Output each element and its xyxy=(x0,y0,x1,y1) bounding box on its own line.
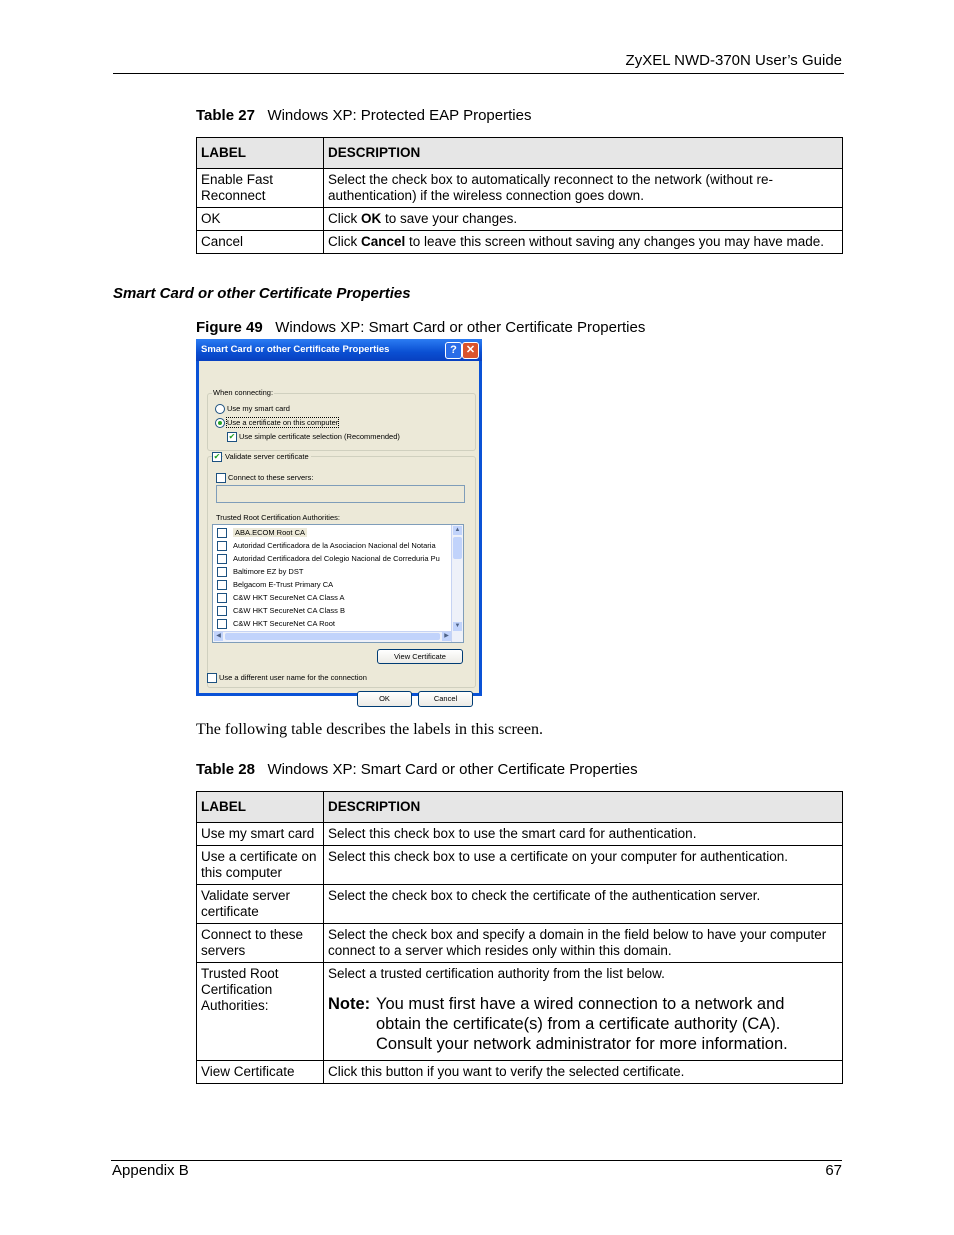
certificate-properties-dialog xyxy=(196,339,482,703)
different-user-label: Use a different user name for the connection xyxy=(219,673,367,682)
table28-row-desc: Select the check box to check the certificate of the authentication server. xyxy=(324,885,843,924)
validate-server-label: Validate server certificate xyxy=(225,452,309,461)
table-row xyxy=(197,208,843,231)
table28-row-desc: Click this button if you want to verify the selected certificate. xyxy=(324,1061,843,1084)
scroll-left-icon[interactable]: ◀ xyxy=(214,632,223,641)
use-certificate-label: Use a certificate on this computer xyxy=(227,418,339,427)
table28-row-desc: Select this check box to use a certificate on your computer for authentication. xyxy=(324,846,843,885)
cancel-button[interactable]: Cancel xyxy=(418,691,473,707)
table27-col-description: DESCRIPTION xyxy=(324,138,843,169)
trusted-root-list[interactable] xyxy=(212,524,464,643)
table27 xyxy=(196,137,843,254)
table28-row-label: Use my smart card xyxy=(197,823,324,846)
section-heading: Smart Card or other Certificate Properties xyxy=(113,285,411,302)
table28-row-label: View Certificate xyxy=(197,1061,324,1084)
figure49-caption-text: Windows XP: Smart Card or other Certificate Properties xyxy=(275,319,646,336)
trusted-root-desc: Select a trusted certification authority from the list below. xyxy=(328,966,665,981)
note-block xyxy=(328,994,838,1057)
table28-row-desc: Select this check box to use the smart card for authentication. xyxy=(324,823,843,846)
table28-row-label: Connect to these servers xyxy=(197,924,324,963)
header-rule xyxy=(113,73,844,74)
simple-selection-label: Use simple certificate selection (Recommended) xyxy=(239,432,400,441)
dialog-title: Smart Card or other Certificate Properties xyxy=(201,344,390,355)
table27-row-desc xyxy=(324,208,843,231)
close-button[interactable]: ✕ xyxy=(462,342,479,359)
running-header-title: ZyXEL NWD-370N User’s Guide xyxy=(625,52,842,69)
view-certificate-button[interactable]: View Certificate xyxy=(377,649,463,664)
ca-name: Autoridad Certificadora de la Asociacion Nacional del Notaria xyxy=(233,541,436,550)
ca-name: C&W HKT SecureNet CA Root xyxy=(233,619,335,628)
different-user-checkbox[interactable] xyxy=(207,673,217,683)
scroll-thumb[interactable] xyxy=(453,537,462,559)
table28-row-label: Validate server certificate xyxy=(197,885,324,924)
simple-selection-checkbox[interactable]: ✔ xyxy=(228,432,236,441)
ca-checkbox[interactable] xyxy=(217,593,227,603)
table27-caption xyxy=(196,107,531,124)
ok-button[interactable]: OK xyxy=(357,691,412,707)
ca-name: C&W HKT SecureNet CA Class B xyxy=(233,606,345,615)
table27-caption-text: Windows XP: Protected EAP Properties xyxy=(267,107,532,124)
table-row xyxy=(197,846,843,885)
validate-server-checkbox[interactable]: ✔ xyxy=(213,452,221,461)
ca-checkbox[interactable] xyxy=(217,619,227,629)
desc-bold: Cancel xyxy=(361,234,406,249)
table-row xyxy=(197,169,843,208)
ca-checkbox[interactable] xyxy=(217,567,227,577)
ca-checkbox[interactable] xyxy=(217,580,227,590)
table27-row-label: Cancel xyxy=(197,231,324,254)
table28-row-desc xyxy=(324,963,843,1061)
table27-row-label: OK xyxy=(197,208,324,231)
ca-name: Baltimore EZ by DST xyxy=(233,567,304,576)
connect-servers-label: Connect to these servers: xyxy=(228,473,314,482)
figure49-caption-number: Figure 49 xyxy=(196,319,263,336)
footer-section: Appendix B xyxy=(112,1162,189,1179)
table-row xyxy=(197,885,843,924)
ca-checkbox[interactable] xyxy=(217,528,227,538)
table28-row-desc: Select the check box and specify a domain in the field below to have your computer connect to a server which resides only within this domain. xyxy=(324,924,843,963)
table28-row-label: Trusted Root Certification Authorities: xyxy=(197,963,324,1061)
ca-name: C&W HKT SecureNet CA Class A xyxy=(233,593,345,602)
desc-pre: Click xyxy=(328,234,361,249)
note-label: Note: xyxy=(328,995,371,1013)
table27-row-label: Enable Fast Reconnect xyxy=(197,169,324,208)
footer-rule xyxy=(111,1160,842,1161)
dialog-body xyxy=(199,361,479,703)
hscroll-thumb[interactable] xyxy=(225,633,440,640)
desc-post: to leave this screen without saving any changes you may have made. xyxy=(405,234,825,249)
table27-col-label: LABEL xyxy=(197,138,324,169)
scroll-up-icon[interactable]: ▲ xyxy=(454,527,461,533)
table28-col-label: LABEL xyxy=(197,792,324,823)
trusted-root-label: Trusted Root Certification Authorities: xyxy=(216,513,340,522)
use-smart-card-label: Use my smart card xyxy=(227,404,290,413)
ca-checkbox[interactable] xyxy=(217,554,227,564)
table28-caption xyxy=(196,761,638,778)
help-button[interactable]: ? xyxy=(445,342,462,359)
table27-caption-number: Table 27 xyxy=(196,107,255,124)
table-row xyxy=(197,1061,843,1084)
table-row xyxy=(197,231,843,254)
table27-row-desc: Select the check box to automatically reconnect to the network (without re-authentication) if the wireless connection goes down. xyxy=(324,169,843,208)
use-certificate-radio[interactable] xyxy=(215,418,225,428)
table28 xyxy=(196,791,843,1084)
table27-row-desc xyxy=(324,231,843,254)
table28-caption-text: Windows XP: Smart Card or other Certificate Properties xyxy=(267,761,638,778)
ca-name: Belgacom E-Trust Primary CA xyxy=(233,580,334,589)
ca-name: Autoridad Certificadora del Colegio Nacional de Correduria Pu xyxy=(233,554,440,563)
body-paragraph: The following table describes the labels in this screen. xyxy=(196,721,544,738)
ca-checkbox[interactable] xyxy=(217,541,227,551)
table28-row-label: Use a certificate on this computer xyxy=(197,846,324,885)
dialog-title-bar xyxy=(196,339,482,361)
connect-servers-checkbox[interactable] xyxy=(216,473,226,483)
desc-post: to save your changes. xyxy=(381,211,518,226)
desc-pre: Click xyxy=(328,211,361,226)
list-vertical-scrollbar[interactable] xyxy=(451,525,463,642)
ca-checkbox[interactable] xyxy=(217,606,227,616)
table-row xyxy=(197,823,843,846)
table-row xyxy=(197,963,843,1061)
scroll-down-icon[interactable]: ▼ xyxy=(454,623,461,629)
figure49-caption xyxy=(196,319,645,336)
table28-col-description: DESCRIPTION xyxy=(324,792,843,823)
use-smart-card-radio[interactable] xyxy=(215,404,225,414)
scroll-right-icon[interactable]: ▶ xyxy=(442,632,451,641)
page-number: 67 xyxy=(825,1162,842,1179)
when-connecting-label: When connecting: xyxy=(213,388,274,397)
table-row xyxy=(197,924,843,963)
note-text: You must first have a wired connection to a network and obtain the certificate(s) from a certificate authority (CA). Consult your network administrator for more information. xyxy=(376,995,788,1053)
servers-input[interactable] xyxy=(216,485,465,503)
table28-caption-number: Table 28 xyxy=(196,761,255,778)
list-horizontal-scrollbar[interactable] xyxy=(213,631,451,642)
desc-bold: OK xyxy=(361,211,382,226)
ca-name: ABA.ECOM Root CA xyxy=(235,528,306,537)
